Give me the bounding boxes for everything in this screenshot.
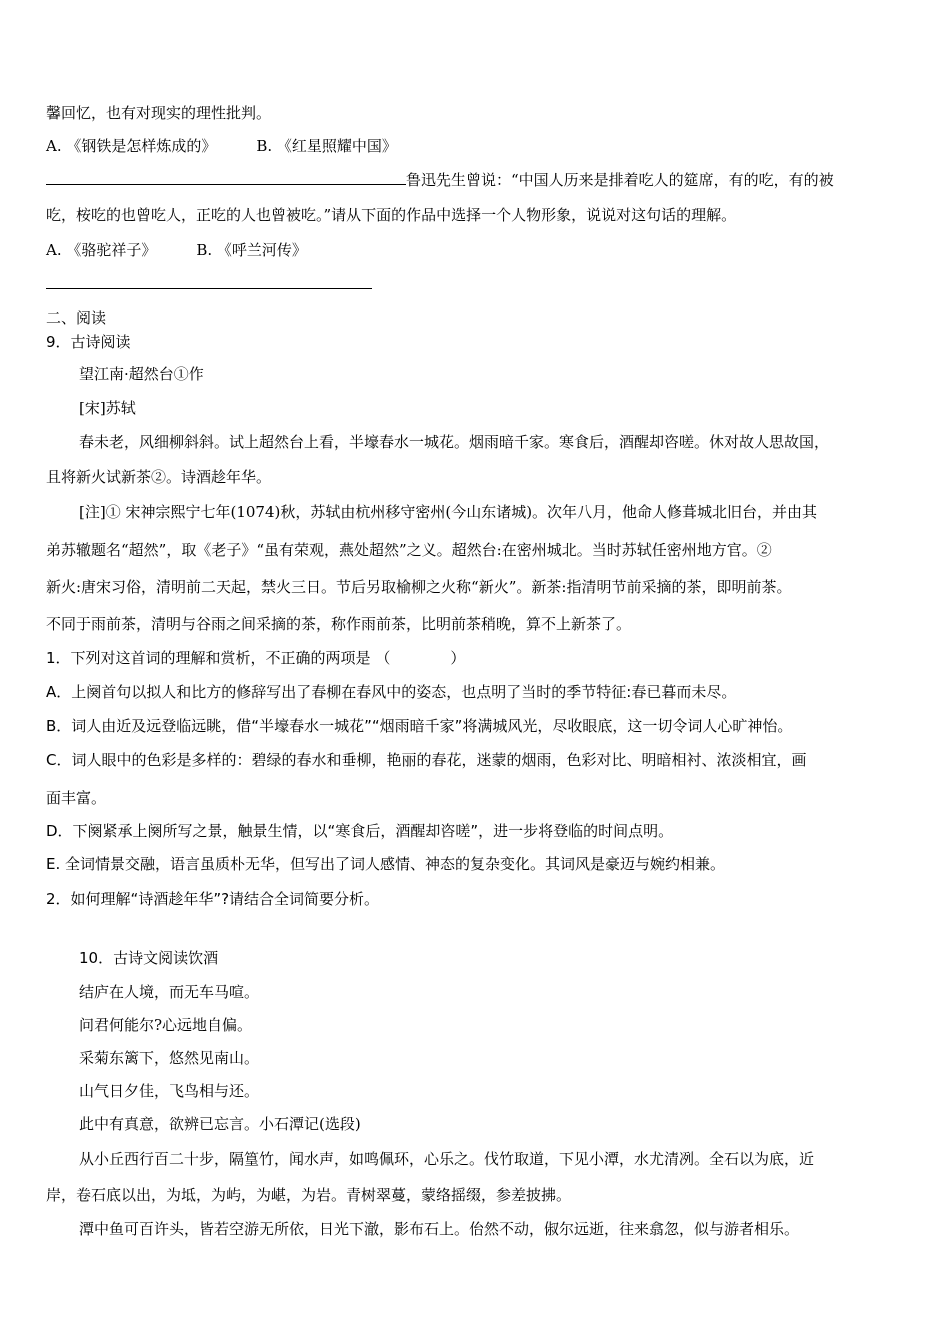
note-text: 新火:唐宋习俗，清明前二天起，禁火三日。节后另取榆柳之火称“新火”。新茶:指清明节前采摘的茶，即明前茶。 <box>46 578 792 596</box>
option-b: B. 《呼兰河传》 <box>196 241 307 259</box>
poem-title: 望江南·超然台①作 <box>79 365 204 383</box>
note-text: 弟苏辙题名“超然”，取《老子》“虽有荣观，燕处超然”之义。超然台:在密州城北。当时苏轼任密州地方官。② <box>46 541 772 559</box>
poem-text: 春未老，风细柳斜斜。试上超然台上看，半壕春水一城花。烟雨暗千家。寒食后，酒醒却咨嗟。休对故人思故国， <box>79 433 830 451</box>
choice-a: A．上阕首句以拟人和比方的修辞写出了春柳在春风中的姿态，也点明了当时的季节特征:春已暮而未尽。 <box>46 683 737 701</box>
sub-question: 2．如何理解“诗酒趁年华”?请结合全词简要分析。 <box>46 890 380 908</box>
prose-text: 潭中鱼可百许头，皆若空游无所依，日光下澈，影布石上。佁然不动，俶尔远逝，往来翕忽，似与游者相乐。 <box>79 1220 800 1238</box>
note-text: [注]① 宋神宗熙宁七年(1074)秋，苏轼由杭州移守密州(今山东诸城)。次年八月，他命人修葺城北旧台，并由其 <box>79 503 818 521</box>
text-line <box>46 170 834 190</box>
poem-line: 此中有真意，欲辨已忘言。小石潭记(选段) <box>79 1115 361 1133</box>
option-b: B. 《红星照耀中国》 <box>256 137 397 155</box>
choice-e: E. 全词情景交融，语言虽质朴无华，但写出了词人感情、神态的复杂变化。其词风是豪迈与婉约相兼。 <box>46 855 726 873</box>
question-text: 鲁迅先生曾说：“中国人历来是排着吃人的筵席，有的吃，有的被 <box>406 171 834 189</box>
option-row <box>46 240 307 260</box>
poem-line: 山气日夕佳，飞鸟相与还。 <box>79 1082 260 1100</box>
text-line: 馨回忆，也有对现实的理性批判。 <box>46 104 272 122</box>
sub-question: 1．下列对这首词的理解和赏析，不正确的两项是 （ ） <box>46 649 466 667</box>
choice-b: B．词人由近及远登临远眺，借“半壕春水一城花”“烟雨暗千家”将满城风光，尽收眼底，这一切令词人心旷神怡。 <box>46 717 793 735</box>
option-a: A. 《骆驼祥子》 <box>46 241 157 259</box>
poem-line: 问君何能尔?心远地自偏。 <box>79 1016 253 1034</box>
poem-author: [宋]苏轼 <box>79 399 136 417</box>
poem-line: 结庐在人境，而无车马喧。 <box>79 983 260 1001</box>
choice-c-cont: 面丰富。 <box>46 789 107 807</box>
answer-line[interactable] <box>46 288 372 289</box>
poem-line: 采菊东篱下，悠然见南山。 <box>79 1049 260 1067</box>
section-heading: 二、阅读 <box>46 309 107 327</box>
poem-text: 且将新火试新茶②。诗酒趁年华。 <box>46 468 272 486</box>
option-row <box>46 136 397 156</box>
note-text: 不同于雨前茶，清明与谷雨之间采摘的茶，称作雨前茶，比明前茶稍晚，算不上新茶了。 <box>46 615 632 633</box>
choice-c: C．词人眼中的色彩是多样的：碧绿的春水和垂柳，艳丽的春花，迷蒙的烟雨，色彩对比、明暗相衬、浓淡相宜，画 <box>46 751 807 769</box>
text-line: 吃，桉吃的也曾吃人，正吃的人也曾被吃。”请从下面的作品中选择一个人物形象，说说对这句话的理解。 <box>46 206 737 224</box>
option-a: A. 《钢铁是怎样炼成的》 <box>46 137 217 155</box>
prose-text: 从小丘西行百二十步，隔篁竹，闻水声，如鸣佩环，心乐之。伐竹取道，下见小潭，水尤清冽。全石以为底，近 <box>79 1150 815 1168</box>
question-heading: 10．古诗文阅读饮酒 <box>79 949 219 967</box>
answer-blank[interactable] <box>46 170 406 185</box>
choice-d: D．下阕紧承上阕所写之景，触景生情，以“寒食后，酒醒却咨嗟”，进一步将登临的时间点明。 <box>46 822 674 840</box>
question-heading: 9．古诗阅读 <box>46 333 131 351</box>
prose-text: 岸，卷石底以出，为坻，为屿，为嵁，为岩。青树翠蔓，蒙络摇缀，参差披拂。 <box>46 1186 572 1204</box>
